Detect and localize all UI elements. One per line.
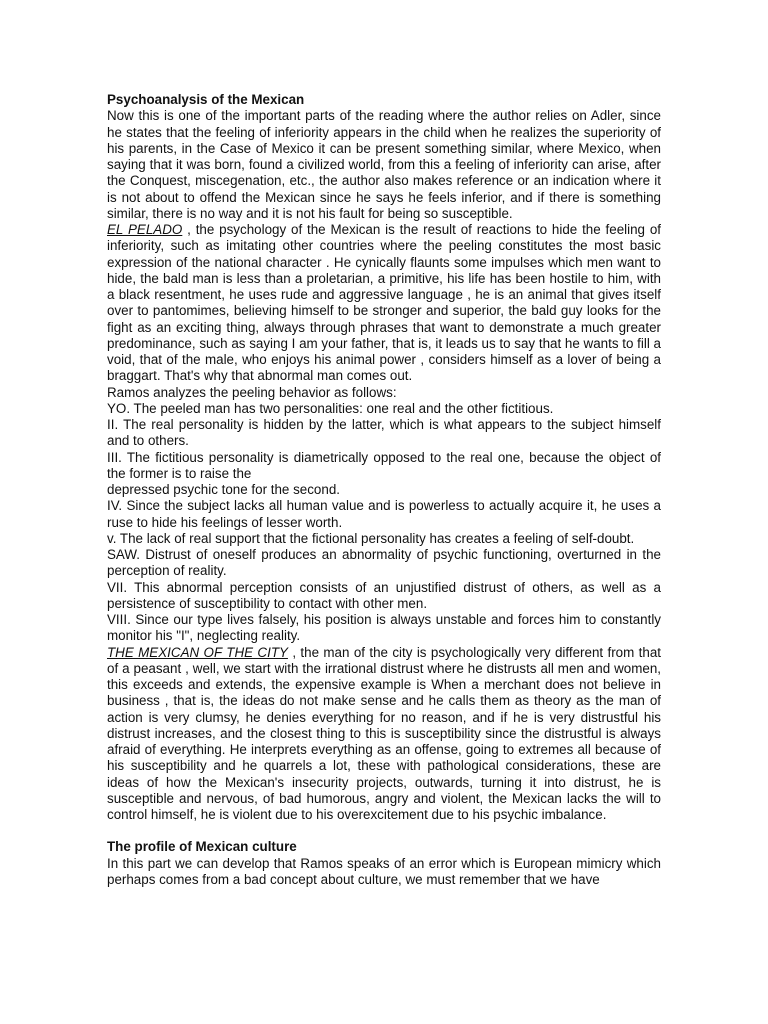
pelado-paragraph [107,222,661,385]
intro-paragraph: Now this is one of the important parts of the reading where the author relies on Adler, since he states that the feeling of inferiority appears in the child when he realizes the superiority of his parents, in the Case of Mexico it can be present something similar, where Mexico, when saying that it was born, found a civilized world, from this a feeling of inferiority can arise, after the Conquest, miscegenation, etc., the author also makes reference or an indication where it is not about to offend the Mexican since he says he feels inferior, and if there is something similar, there is no way and it is not his fault for being so susceptible. [107,108,661,221]
document-page [107,92,661,888]
culture-paragraph: In this part we can develop that Ramos speaks of an error which is European mimicry which perhaps comes from a bad concept about culture, we must remember that we have [107,855,661,887]
list-item: VII. This abnormal perception consists of an unjustified distrust of others, as well as a persistence of susceptibility to contact with other men. [107,579,661,611]
list-item: III. The fictitious personality is diametrically opposed to the real one, because the object of the former is to raise the [107,449,661,481]
city-label: THE MEXICAN OF THE CITY [107,644,288,660]
city-text: , the man of the city is psychologically very different from that of a peasant , well, we start with the irrational distrust where he distrusts all men and women, this exceeds and extends, the expensive example is When a merchant does not believe in business , that is, the ideas do not make sense and he calls them as theory as the man of action is very clumsy, he denies everything for no reason, and if he is very distrustful his distrust increases, and the closest thing to this is susceptibility since the distrustful is always afraid of everything. He interprets everything as an offense, going to extremes all because of his susceptibility and he quarrels a lot, these with pathological considerations, these are ideas of how the Mexican's insecurity projects, outwards, turning it into distrust, he is susceptible and nervous, of bad humorous, angry and violent, the Mexican lacks the will to control himself, he is violent due to his overexcitement due to his psychic imbalance. [107,644,661,822]
section-heading-culture: The profile of Mexican culture [107,839,297,855]
section-gap [107,823,661,839]
list-item: IV. Since the subject lacks all human value and is powerless to actually acquire it, he uses a ruse to hide his feelings of lesser worth. [107,498,661,530]
pelado-text: , the psychology of the Mexican is the result of reactions to hide the feeling of inferiority, such as imitating other countries where the peeling constitutes the most basic expression of the national character . He cynically flaunts some impulses which men want to hide, the bald man is less than a proletarian, a primitive, his life has been hostile to him, with a black resentment, he uses rude and aggressive language , he is an animal that gives itself over to pantomimes, believing himself to be stronger and superior, the bald guy looks for the fight as an exciting thing, always through phrases that want to demonstrate a much greater predominance, such as saying I am your father, that is, it leads us to say that he wants to fill a void, that of the male, who enjoys his animal power , considers himself as a lover of being a braggart. That's why that abnormal man comes out. [107,222,661,384]
list-item: YO. The peeled man has two personalities: one real and the other fictitious. [107,400,554,416]
list-item: SAW. Distrust of oneself produces an abnormality of psychic functioning, overturned in the perception of reality. [107,547,661,579]
behavior-list [107,401,661,645]
list-item: VIII. Since our type lives falsely, his position is always unstable and forces him to constantly monitor his "I", neglecting reality. [107,612,661,644]
list-item: II. The real personality is hidden by the latter, which is what appears to the subject himself and to others. [107,417,661,449]
analysis-intro: Ramos analyzes the peeling behavior as follows: [107,384,397,400]
section-heading-psychoanalysis: Psychoanalysis of the Mexican [107,92,305,107]
city-paragraph [107,645,661,824]
pelado-label: EL PELADO [107,222,183,237]
list-item: v. The lack of real support that the fictional personality has creates a feeling of self-doubt. [107,530,635,546]
list-item: depressed psychic tone for the second. [107,482,340,497]
